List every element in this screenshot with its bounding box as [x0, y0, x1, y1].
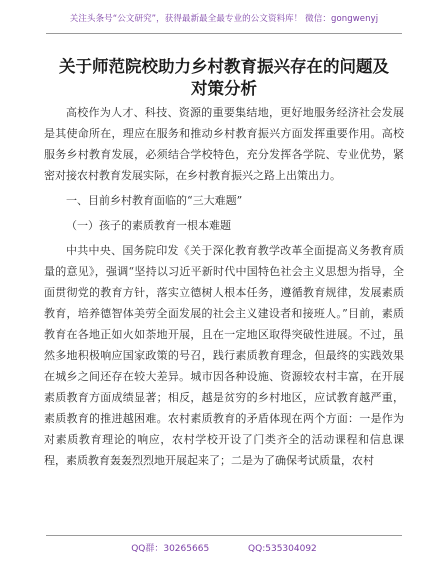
document-body	[44, 102, 404, 471]
body-paragraph-2: 中共中央、国务院印发《关于深化教育教学改革全面提高义务教育质量的意见》，强调“坚持以习近平新时代中国特色社会主义思想为指导，全面贯彻党的教育方针，落实立德树人根本任务，遵循教育规律，发展素质教育，培养德智体美劳全面发展的社会主义建设者和接班人。”目前，素质教育在各地正如火如荼地开展，且在一定地区取得突破性进展。不过，虽然多地积极响应国家政策的号召，践行素质教育理念，但最终的实践效果在城乡之间还存在较大差异。城市因各种设施、资源较农村丰富，在开展素质教育方面成绩显著；相反，越是贫穷的乡村地区，应试教育越严重，素质教育的推进越困难。农村素质教育的矛盾体现在两个方面：一是作为对素质教育理论的响应，农村学校开设了门类齐全的活动课程和信息课程，素质教育轰轰烈烈地开展起来了；二是为了确保考试质量，农村	[44, 244, 404, 467]
footer-qq-group: QQ群：30265665	[131, 544, 210, 554]
title-line-1: 关于师范院校助力乡村教育振兴存在的问题及	[59, 57, 389, 76]
header-divider	[46, 33, 402, 34]
section-heading-1: 一、目前乡村教育面临的“三大难题”	[66, 194, 243, 207]
document-title	[36, 56, 412, 100]
footer-contact	[0, 541, 448, 554]
intro-paragraph: 高校作为人才、科技、资源的重要集结地，更好地服务经济社会发展是其使命所在，理应在服务和推动乡村教育振兴方面发挥重要作用。高校服务乡村教育发展，必须结合学校特色，充分发挥各学院、专业优势，紧密对接农村教育发展实际，在乡村教育振兴之路上出策出力。	[44, 106, 404, 182]
subsection-heading-1: （一）孩子的素质教育一根本难题	[66, 219, 231, 232]
footer-qq: QQ:535304092	[248, 544, 317, 554]
header-promo-note: 关注头条号“公文研究”，获得最新最全最专业的公文资料库！ 微信：gongwenyj	[69, 14, 379, 24]
title-line-2: 对策分析	[191, 79, 257, 98]
footer-divider	[46, 535, 402, 536]
